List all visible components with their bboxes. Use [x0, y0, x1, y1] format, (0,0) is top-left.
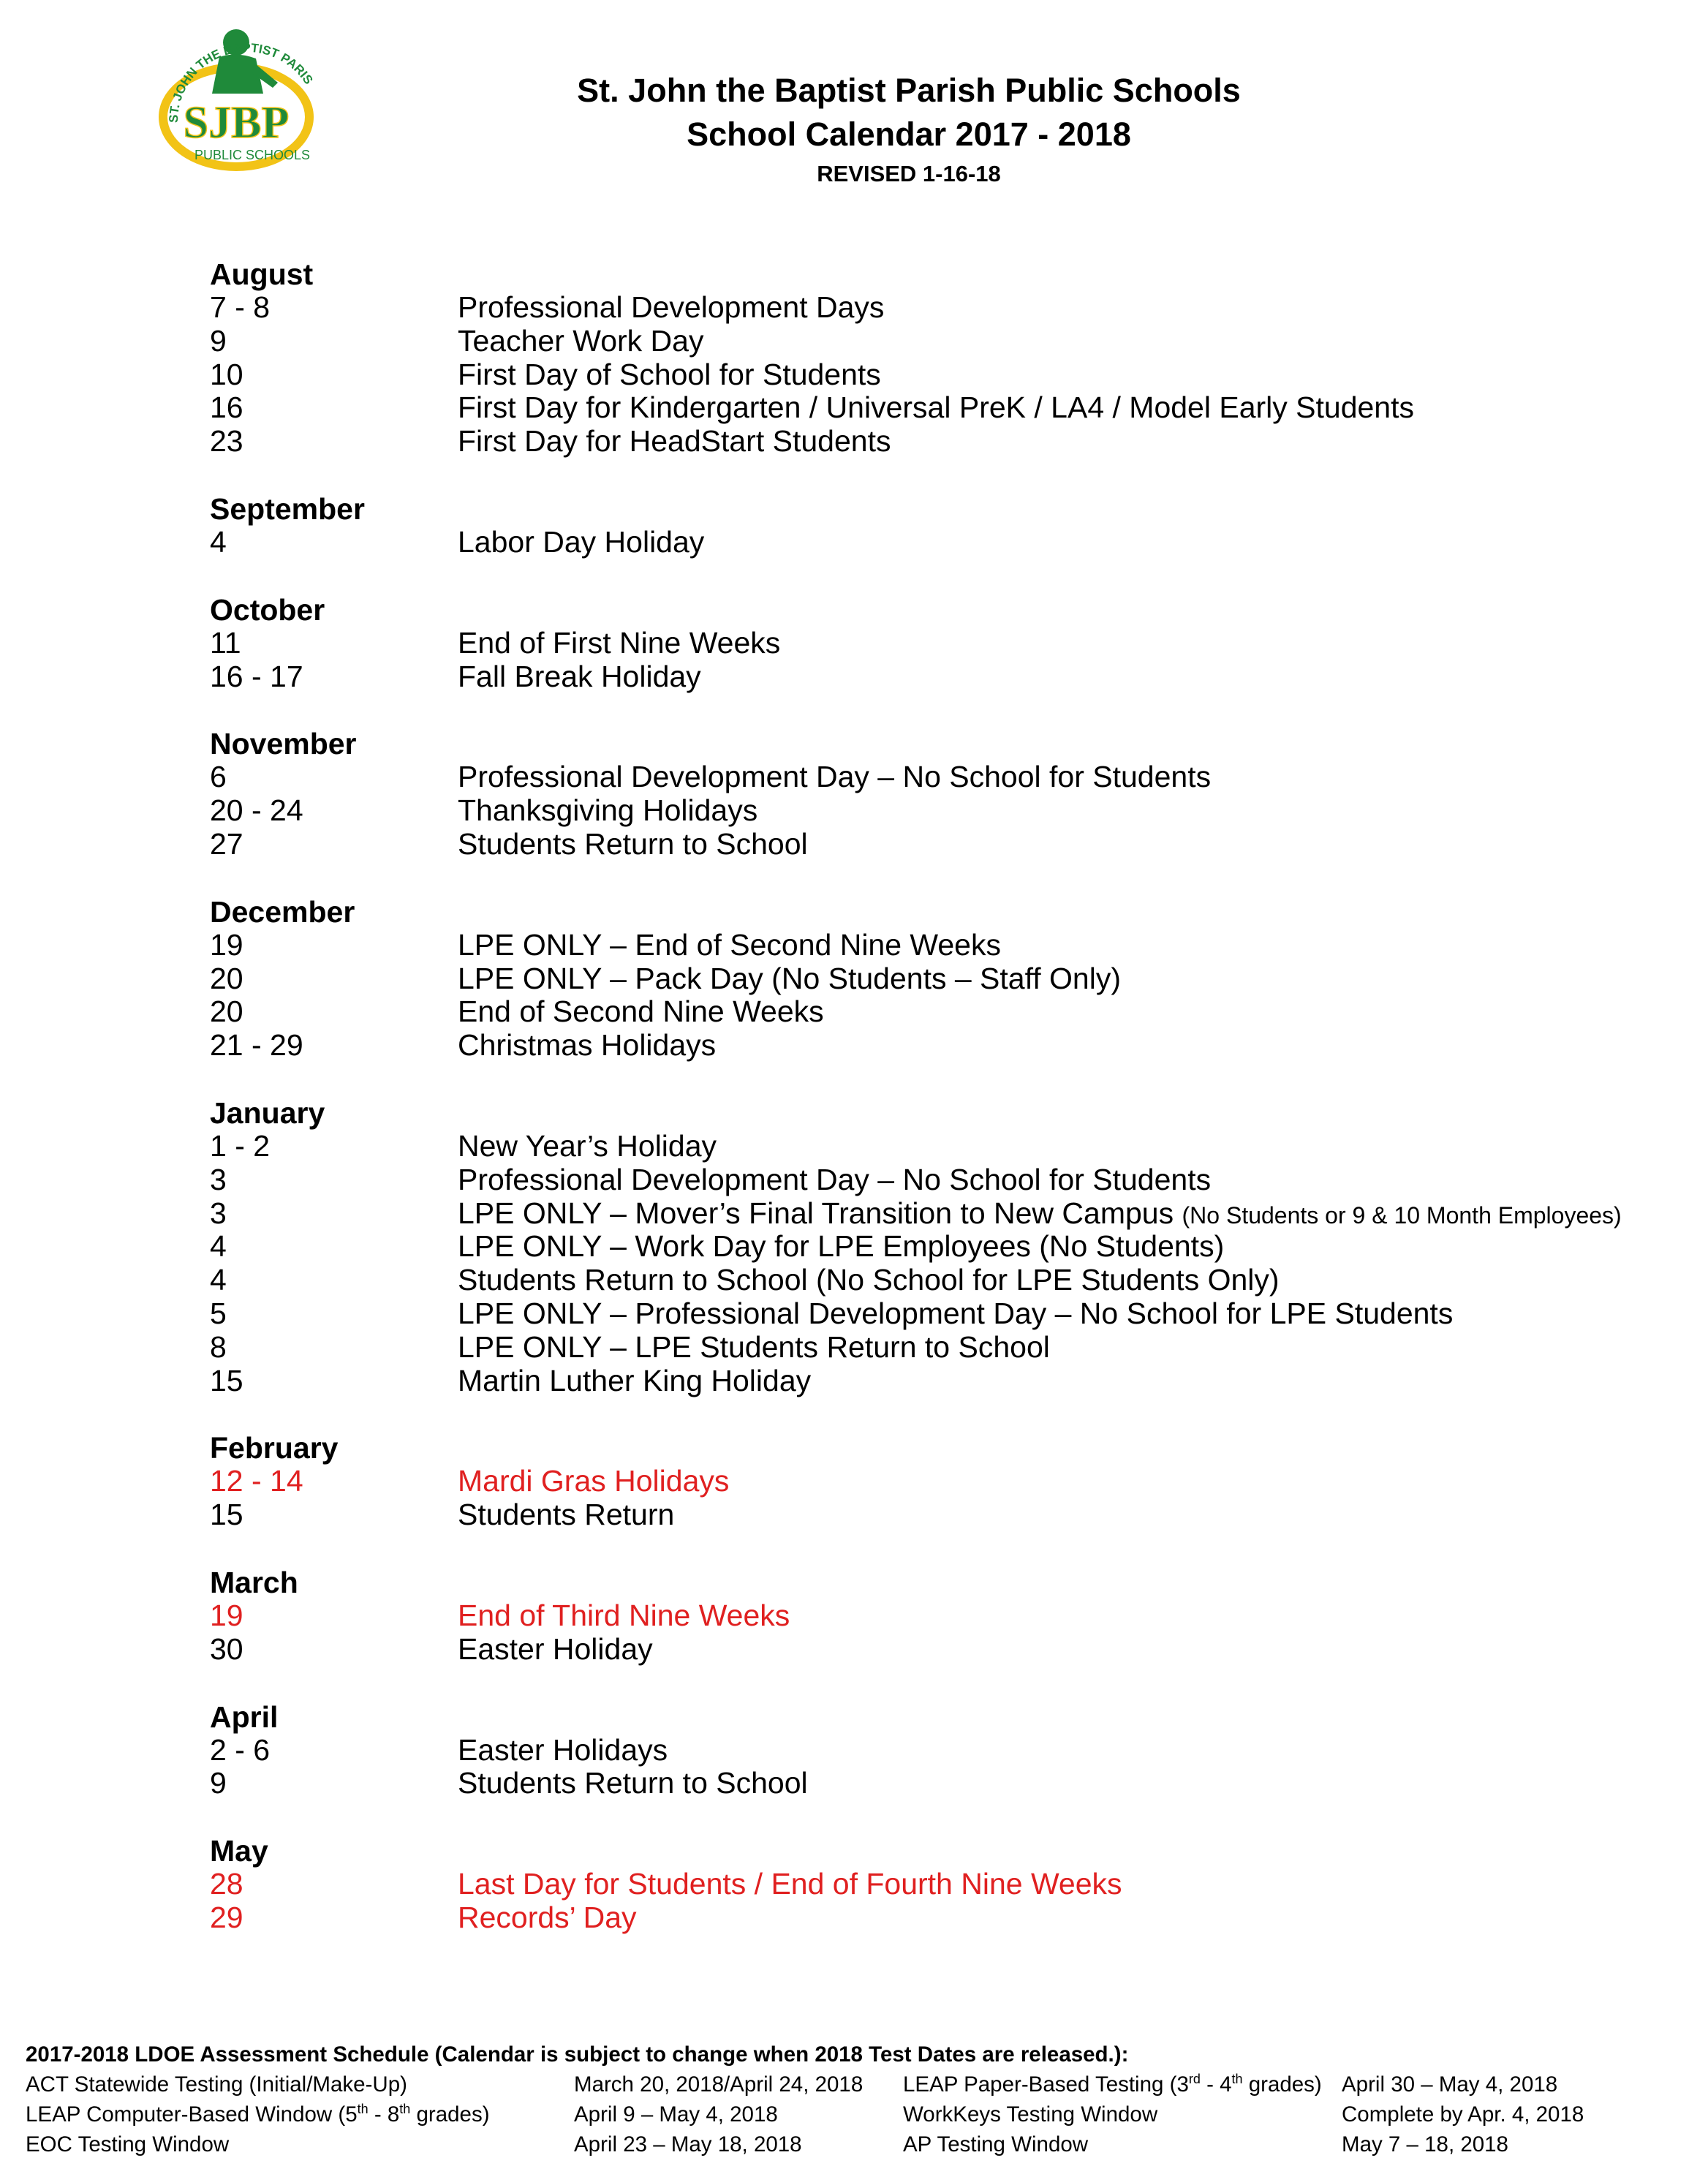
calendar-event: [210, 995, 1672, 1029]
calendar-event: [210, 929, 1672, 962]
event-date: 1 - 2: [210, 1128, 271, 1163]
event-text: First Day for Kindergarten / Universal PreK / LA4 / Model Early Students: [458, 390, 1414, 425]
event-text: Mardi Gras Holidays: [458, 1464, 730, 1498]
event-date: 19: [210, 1598, 243, 1632]
event-text: Students Return to School: [458, 1766, 808, 1800]
event-description: [458, 526, 1672, 559]
event-text: Last Day for Students / End of Fourth Nine Weeks: [458, 1867, 1122, 1901]
event-description: [458, 1197, 1672, 1231]
assessment-date: April 9 – May 4, 2018: [574, 2102, 778, 2127]
month-section: [210, 1700, 1672, 1801]
month-name: March: [210, 1565, 298, 1599]
event-text: LPE ONLY – End of Second Nine Weeks: [458, 927, 1001, 962]
assessment-test-name: [26, 2099, 574, 2129]
event-description: [458, 391, 1672, 425]
event-description: [458, 627, 1672, 660]
event-description: [458, 291, 1672, 325]
event-description: [458, 962, 1672, 996]
event-description: [458, 995, 1672, 1029]
event-text: Teacher Work Day: [458, 323, 704, 358]
event-date: 19: [210, 927, 243, 962]
event-description: [458, 1130, 1672, 1163]
event-text: Students Return: [458, 1498, 675, 1532]
test-name-text: AP Testing Window: [903, 2132, 1089, 2156]
event-text: LPE ONLY – Professional Development Day – No School for LPE Students: [458, 1296, 1454, 1330]
event-date: 4: [210, 1263, 227, 1297]
assessment-row: [26, 2069, 1693, 2099]
event-date: 20: [210, 995, 243, 1029]
test-name-text: EOC Testing Window: [26, 2132, 230, 2156]
month-name: February: [210, 1431, 339, 1465]
event-description: [458, 1465, 1672, 1498]
event-text: First Day of School for Students: [458, 357, 881, 391]
event-text: Students Return to School (No School for LPE Students Only): [458, 1263, 1280, 1297]
test-name-text: grades): [1242, 2072, 1322, 2097]
calendar-event: [210, 1230, 1672, 1264]
event-text: Labor Day Holiday: [458, 524, 705, 559]
calendar-event: [210, 1599, 1672, 1633]
test-name-text: grades): [410, 2102, 490, 2127]
assessment-date: April 30 – May 4, 2018: [1342, 2072, 1558, 2097]
test-name-text: - 4: [1200, 2072, 1232, 2097]
calendar-list: [210, 257, 1672, 1969]
superscript: th: [399, 2102, 411, 2117]
event-date: 27: [210, 826, 243, 861]
month-name: September: [210, 491, 365, 526]
event-text: End of Second Nine Weeks: [458, 995, 824, 1029]
calendar-event: [210, 325, 1672, 358]
page-title: St. John the Baptist Parish Public Schools: [577, 72, 1241, 109]
event-date: 4: [210, 1229, 227, 1264]
event-description: [458, 1230, 1672, 1264]
assessment-row: [26, 2129, 1693, 2159]
calendar-event: [210, 1264, 1672, 1297]
event-text: End of First Nine Weeks: [458, 625, 781, 660]
month-name: November: [210, 727, 357, 761]
event-date: 16: [210, 390, 243, 425]
test-name-text: LEAP Computer-Based Window (5: [26, 2102, 358, 2127]
event-text: Professional Development Day – No School for Students: [458, 1162, 1212, 1196]
calendar-event: [210, 425, 1672, 459]
page-subtitle: School Calendar 2017 - 2018: [687, 116, 1131, 153]
calendar-event: [210, 660, 1672, 694]
month-section: [210, 1431, 1672, 1532]
event-description: [458, 761, 1672, 794]
event-text: First Day for HeadStart Students: [458, 424, 891, 459]
month-section: [210, 1096, 1672, 1397]
calendar-event: [210, 1365, 1672, 1398]
event-date: 23: [210, 424, 243, 459]
month-section: [210, 895, 1672, 1063]
event-text: New Year’s Holiday: [458, 1128, 717, 1163]
test-name-text: WorkKeys Testing Window: [903, 2102, 1158, 2127]
event-date: 10: [210, 357, 243, 391]
event-date: 5: [210, 1296, 227, 1330]
calendar-event: [210, 761, 1672, 794]
logo-tagline: PUBLIC SCHOOLS: [194, 148, 311, 162]
assessment-test-name: [903, 2069, 1342, 2099]
calendar-event: [210, 358, 1672, 392]
calendar-event: [210, 391, 1672, 425]
event-description: [458, 1498, 1672, 1532]
event-date: 20: [210, 961, 243, 995]
calendar-event: [210, 627, 1672, 660]
event-date: 7 - 8: [210, 290, 271, 324]
event-text: End of Third Nine Weeks: [458, 1598, 790, 1632]
event-description: [458, 1599, 1672, 1633]
calendar-event: [210, 1197, 1672, 1231]
event-date: 4: [210, 524, 227, 559]
calendar-event: [210, 526, 1672, 559]
event-date: 28: [210, 1867, 243, 1901]
event-date: 21 - 29: [210, 1028, 303, 1063]
event-description: [458, 1365, 1672, 1398]
event-text: LPE ONLY – Pack Day (No Students – Staff Only): [458, 961, 1121, 995]
month-section: [210, 492, 1672, 559]
event-date: 9: [210, 323, 227, 358]
event-description: [458, 929, 1672, 962]
month-name: December: [210, 894, 355, 929]
calendar-event: [210, 1868, 1672, 1901]
month-name: January: [210, 1095, 325, 1130]
event-text: Easter Holidays: [458, 1732, 668, 1767]
superscript: th: [1231, 2072, 1243, 2087]
event-date: 29: [210, 1900, 243, 1934]
event-text: Professional Development Days: [458, 290, 885, 324]
event-note: (No Students or 9 & 10 Month Employees): [1182, 1201, 1622, 1229]
revision-note: REVISED 1-16-18: [817, 161, 1001, 186]
calendar-event: [210, 1465, 1672, 1498]
calendar-event: [210, 1331, 1672, 1365]
calendar-event: [210, 794, 1672, 828]
event-date: 16 - 17: [210, 659, 303, 693]
event-description: [458, 660, 1672, 694]
month-section: [210, 1834, 1672, 1935]
month-name: May: [210, 1834, 268, 1868]
calendar-event: [210, 1297, 1672, 1331]
event-description: [458, 1163, 1672, 1197]
superscript: rd: [1188, 2072, 1201, 2087]
event-date: 2 - 6: [210, 1732, 271, 1767]
assessment-date: March 20, 2018/April 24, 2018: [574, 2072, 864, 2097]
event-date: 15: [210, 1363, 243, 1397]
month-section: [210, 257, 1672, 459]
calendar-event: [210, 1734, 1672, 1767]
calendar-event: [210, 1901, 1672, 1935]
event-text: LPE ONLY – Work Day for LPE Employees (No Students): [458, 1229, 1225, 1264]
event-text: Students Return to School: [458, 826, 808, 861]
event-text: Easter Holiday: [458, 1631, 653, 1666]
test-name-text: ACT Statewide Testing (Initial/Make-Up): [26, 2072, 407, 2097]
month-name: October: [210, 592, 325, 627]
event-date: 15: [210, 1498, 243, 1532]
event-text: LPE ONLY – Mover’s Final Transition to New Campus: [458, 1196, 1174, 1230]
event-text: Professional Development Day – No School for Students: [458, 760, 1212, 794]
event-date: 11: [210, 625, 241, 660]
test-name-text: LEAP Paper-Based Testing (3: [903, 2072, 1189, 2097]
event-description: [458, 325, 1672, 358]
month-name: April: [210, 1699, 279, 1734]
event-text: Fall Break Holiday: [458, 659, 701, 693]
month-name: August: [210, 257, 314, 291]
event-text: Records’ Day: [458, 1900, 637, 1934]
event-description: [458, 1767, 1672, 1800]
assessment-schedule: [26, 2040, 1693, 2159]
calendar-event: [210, 1633, 1672, 1667]
calendar-event: [210, 828, 1672, 861]
event-date: 30: [210, 1631, 243, 1666]
event-date: 9: [210, 1766, 227, 1800]
superscript: th: [357, 2102, 369, 2117]
event-description: [458, 358, 1672, 392]
event-date: 6: [210, 760, 227, 794]
test-name-text: - 8: [368, 2102, 400, 2127]
event-text: Martin Luther King Holiday: [458, 1363, 812, 1397]
event-date: 3: [210, 1162, 227, 1196]
event-description: [458, 425, 1672, 459]
calendar-event: [210, 291, 1672, 325]
logo-initials: SJBP: [183, 98, 290, 148]
event-date: 12 - 14: [210, 1464, 303, 1498]
assessment-test-name: [26, 2129, 574, 2159]
assessment-date: Complete by Apr. 4, 2018: [1342, 2102, 1584, 2127]
assessment-title: 2017-2018 LDOE Assessment Schedule (Calendar is subject to change when 2018 Test Dates are released.):: [26, 2042, 1129, 2067]
assessment-date: April 23 – May 18, 2018: [574, 2132, 802, 2156]
calendar-event: [210, 962, 1672, 996]
event-date: 8: [210, 1329, 227, 1364]
event-text: LPE ONLY – LPE Students Return to School: [458, 1329, 1050, 1364]
calendar-event: [210, 1163, 1672, 1197]
event-description: [458, 828, 1672, 861]
calendar-event: [210, 1029, 1672, 1063]
assessment-test-name: [903, 2099, 1342, 2129]
month-section: [210, 727, 1672, 861]
event-description: [458, 1264, 1672, 1297]
assessment-test-name: [26, 2069, 574, 2099]
calendar-event: [210, 1130, 1672, 1163]
event-description: [458, 1633, 1672, 1667]
event-description: [458, 1901, 1672, 1935]
event-description: [458, 794, 1672, 828]
event-description: [458, 1331, 1672, 1365]
event-text: Christmas Holidays: [458, 1028, 717, 1063]
logo-arc-text: ST. JOHN THE BAPTIST PARIS: [166, 40, 316, 124]
assessment-date: May 7 – 18, 2018: [1342, 2132, 1508, 2156]
event-description: [458, 1029, 1672, 1063]
event-date: 3: [210, 1196, 227, 1230]
event-description: [458, 1297, 1672, 1331]
calendar-event: [210, 1767, 1672, 1800]
event-description: [458, 1734, 1672, 1767]
assessment-test-name: [903, 2129, 1342, 2159]
event-text: Thanksgiving Holidays: [458, 793, 758, 828]
calendar-event: [210, 1498, 1672, 1532]
month-section: [210, 1566, 1672, 1667]
assessment-row: [26, 2099, 1693, 2129]
event-date: 20 - 24: [210, 793, 303, 828]
month-section: [210, 593, 1672, 694]
event-description: [458, 1868, 1672, 1901]
